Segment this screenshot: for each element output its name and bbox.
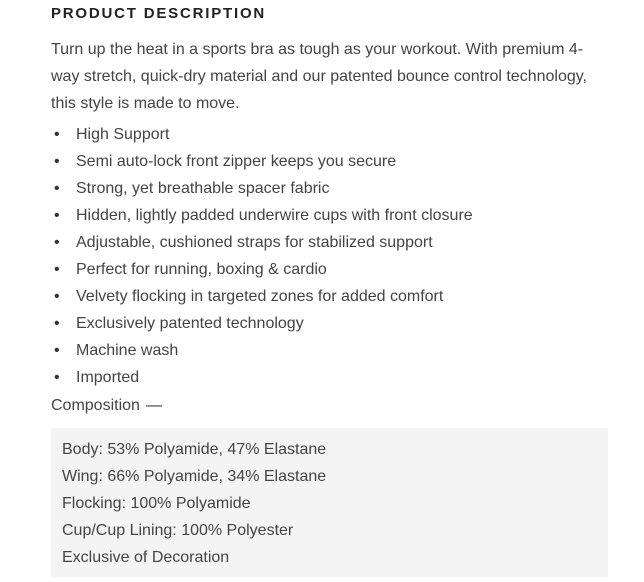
section-heading: PRODUCT DESCRIPTION bbox=[51, 5, 267, 22]
bullet-icon: • bbox=[54, 288, 60, 305]
bullet-icon: • bbox=[54, 261, 60, 278]
list-item bbox=[51, 175, 608, 202]
list-item bbox=[51, 121, 608, 148]
feature-text: Hidden, lightly padded underwire cups with front closure bbox=[76, 207, 473, 224]
bullet-icon: • bbox=[54, 153, 60, 170]
composition-line: Body: 53% Polyamide, 47% Elastane bbox=[62, 441, 327, 458]
bullet-icon: • bbox=[54, 315, 60, 332]
feature-text: Velvety flocking in targeted zones for added comfort bbox=[76, 288, 444, 305]
composition-toggle[interactable] bbox=[51, 393, 608, 419]
feature-text: Perfect for running, boxing & cardio bbox=[76, 261, 327, 278]
feature-text: High Support bbox=[76, 126, 170, 143]
bullet-icon: • bbox=[54, 342, 60, 359]
list-item bbox=[51, 364, 608, 391]
composition-line: Exclusive of Decoration bbox=[62, 549, 230, 566]
bullet-icon: • bbox=[54, 369, 60, 386]
intro-paragraph: Turn up the heat in a sports bra as tough as your workout. With premium 4-way stretch, quick-dry material and our patented bounce control technology, this style is made to move. bbox=[51, 41, 587, 112]
bullet-icon: • bbox=[54, 234, 60, 251]
feature-text: Imported bbox=[76, 369, 140, 386]
feature-text: Exclusively patented technology bbox=[76, 315, 304, 332]
feature-text: Adjustable, cushioned straps for stabilized support bbox=[76, 234, 433, 251]
list-item bbox=[51, 148, 608, 175]
composition-line: Flocking: 100% Polyamide bbox=[62, 495, 251, 512]
feature-list bbox=[51, 121, 608, 391]
list-item bbox=[51, 310, 608, 337]
list-item bbox=[51, 283, 608, 310]
composition-details bbox=[51, 428, 608, 577]
bullet-icon: • bbox=[54, 180, 60, 197]
list-item bbox=[51, 202, 608, 229]
feature-text: Semi auto-lock front zipper keeps you secure bbox=[76, 153, 397, 170]
feature-text: Machine wash bbox=[76, 342, 179, 359]
collapse-icon: — bbox=[145, 397, 162, 414]
composition-line: Cup/Cup Lining: 100% Polyester bbox=[62, 522, 294, 539]
bullet-icon: • bbox=[54, 207, 60, 224]
feature-text: Strong, yet breathable spacer fabric bbox=[76, 180, 330, 197]
composition-line: Wing: 66% Polyamide, 34% Elastane bbox=[62, 468, 327, 485]
list-item bbox=[51, 229, 608, 256]
composition-label: Composition bbox=[51, 397, 140, 414]
list-item bbox=[51, 337, 608, 364]
bullet-icon: • bbox=[54, 126, 60, 143]
list-item bbox=[51, 256, 608, 283]
